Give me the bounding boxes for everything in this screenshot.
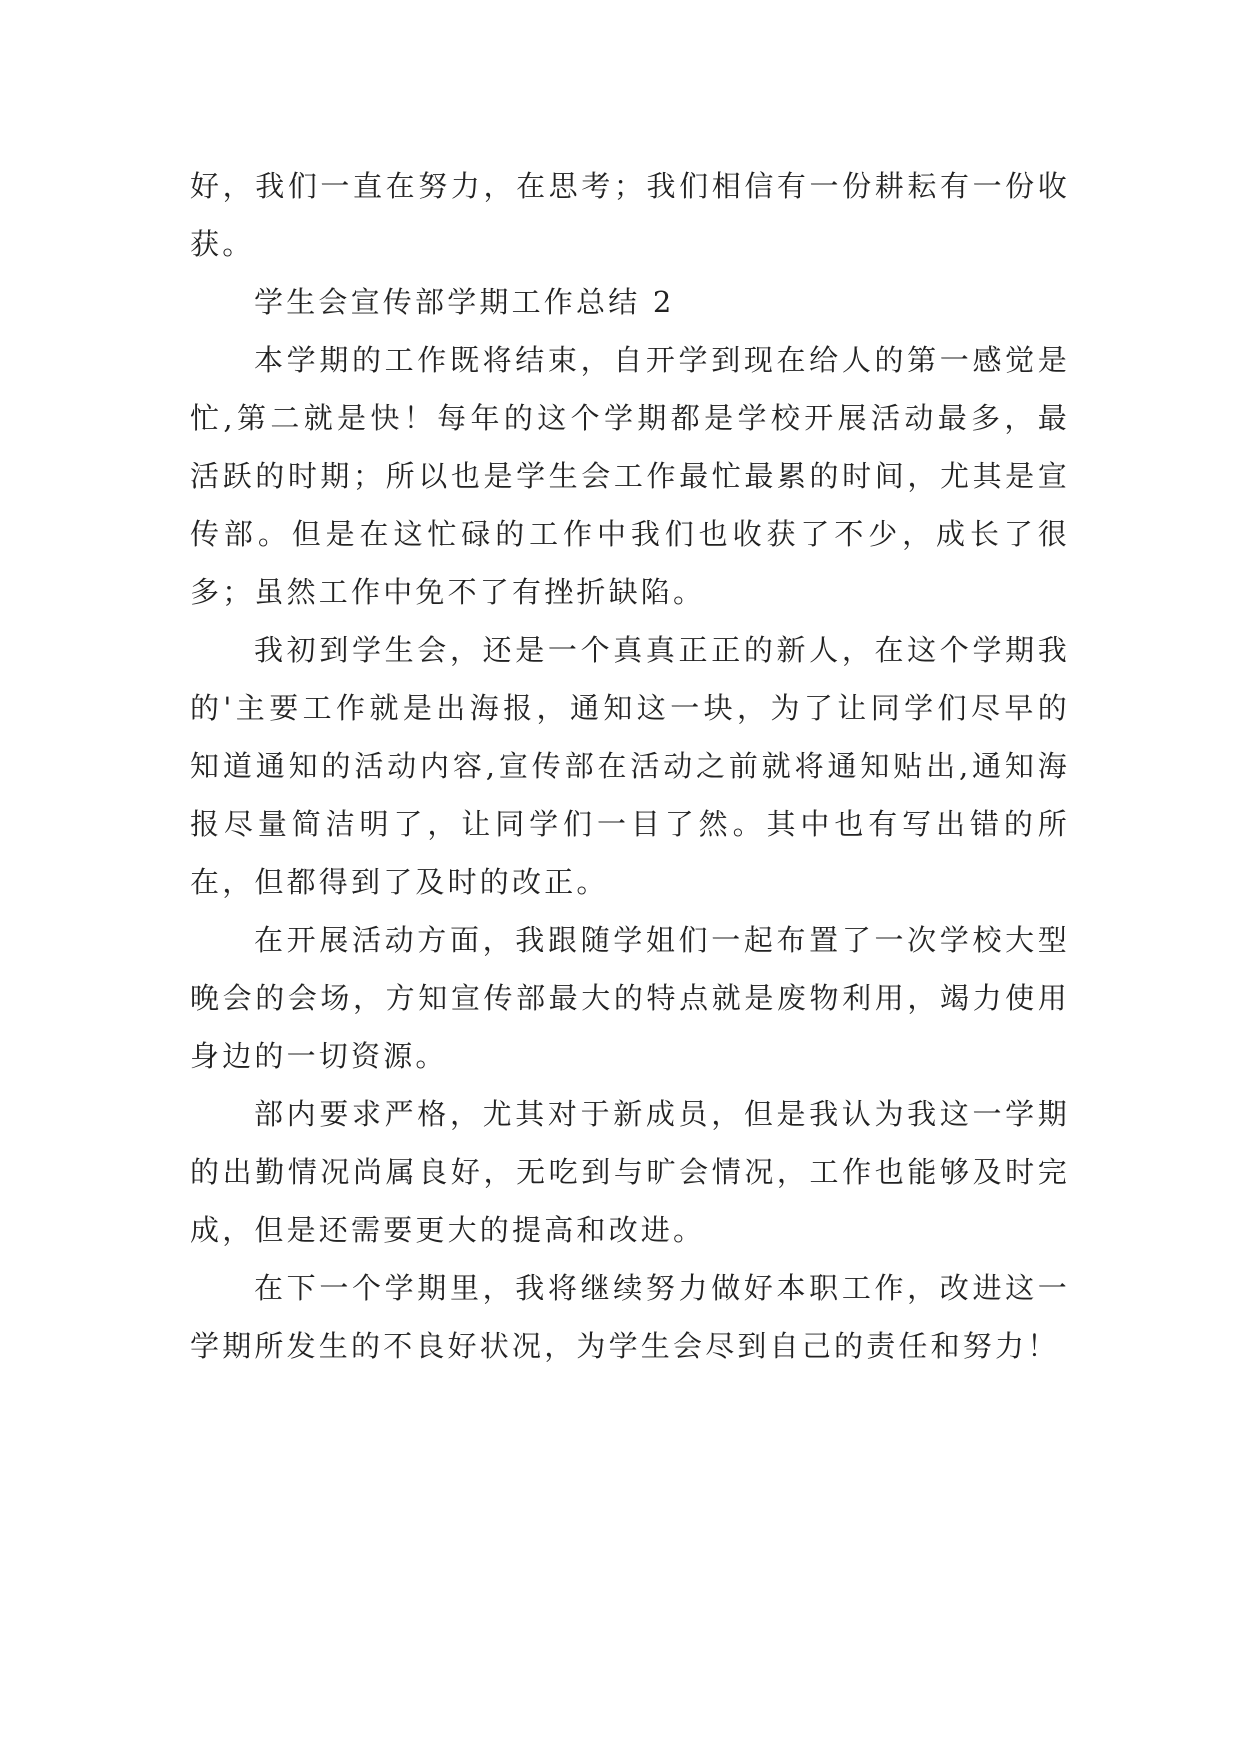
paragraph-3: 在开展活动方面，我跟随学姐们一起布置了一次学校大型晚会的会场，方知宣传部最大的特点就是废物利用，竭力使用身边的一切资源。 xyxy=(190,923,1070,1073)
document-body xyxy=(190,157,1070,1375)
paragraph-2: 我初到学生会，还是一个真真正正的新人，在这个学期我的'主要工作就是出海报，通知这一块，为了让同学们尽早的知道通知的活动内容,宣传部在活动之前就将通知贴出,通知海报尽量简洁明了，让同学们一目了然。其中也有写出错的所在，但都得到了及时的改正。 xyxy=(190,633,1070,899)
continued-paragraph: 好，我们一直在努力，在思考；我们相信有一份耕耘有一份收获。 xyxy=(190,169,1070,261)
paragraph-5: 在下一个学期里，我将继续努力做好本职工作，改进这一学期所发生的不良好状况，为学生会尽到自己的责任和努力！ xyxy=(190,1271,1070,1363)
paragraph-4: 部内要求严格，尤其对于新成员，但是我认为我这一学期的出勤情况尚属良好，无吃到与旷会情况，工作也能够及时完成，但是还需要更大的提高和改进。 xyxy=(190,1097,1070,1247)
paragraph-1: 本学期的工作既将结束，自开学到现在给人的第一感觉是忙,第二就是快！每年的这个学期都是学校开展活动最多，最活跃的时期；所以也是学生会工作最忙最累的时间，尤其是宣传部。但是在这忙碌的工作中我们也收获了不少，成长了很多；虽然工作中免不了有挫折缺陷。 xyxy=(190,343,1070,609)
section-title: 学生会宣传部学期工作总结 2 xyxy=(254,285,675,319)
